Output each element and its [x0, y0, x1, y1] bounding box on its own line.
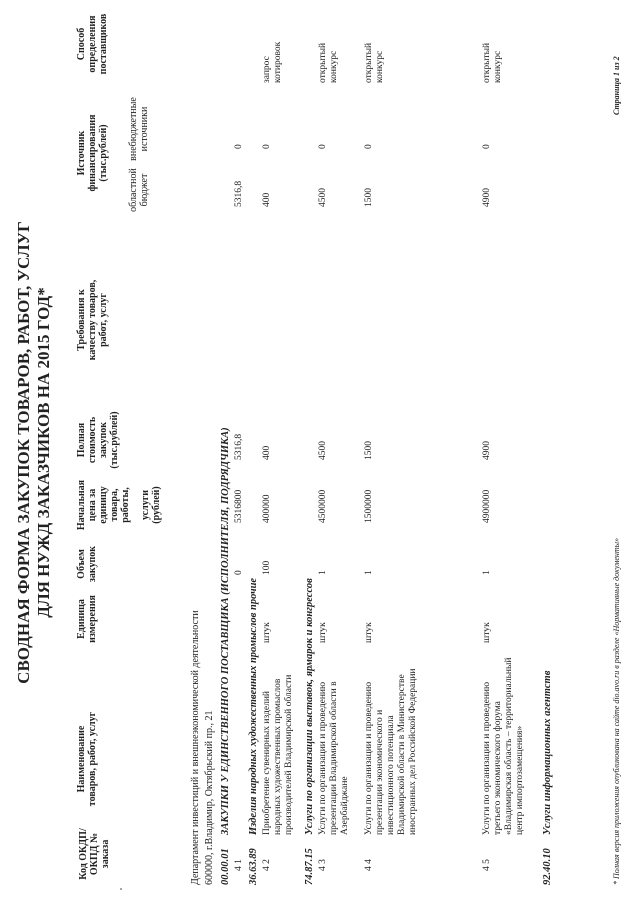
row-name: Услуги по организации и проведению презентации Владимирской области в Азербайджане — [318, 681, 350, 835]
header-unit: Единица измерения — [76, 595, 98, 643]
row-full-cost: 1500 — [364, 441, 374, 460]
row-volume: 0 — [234, 570, 244, 575]
row-number: 4 5 — [482, 859, 492, 871]
row-funding-extra: 0 — [234, 144, 244, 149]
row-name: Услуги по организации и проведению презентации экономического и инвестиционного потенциала Владимирской области в Министерстве иностранных дел Российской Федерации — [364, 668, 418, 835]
header-requirements: Требования к качеству товаров, работ, услуг — [76, 279, 109, 361]
row-name: Приобретение сувенирных изделий народных художественных промыслов производителей Владимирской области — [262, 674, 294, 835]
row-funding-extra: 0 — [318, 144, 328, 149]
row-funding-extra: 0 — [364, 144, 374, 149]
header-code: Код ОКДП/ ОКПД № заказа — [78, 828, 111, 880]
row-funding-extra: 0 — [262, 144, 272, 149]
header-funding-regional: областной бюджет — [128, 168, 150, 212]
row-price: 400000 — [262, 494, 272, 523]
row-unit: штук — [482, 622, 492, 643]
row-unit: штук — [262, 622, 272, 643]
section-title: Услуги информационных агентств — [542, 670, 553, 835]
section-title: ЗАКУПКИ У ЕДИНСТВЕННОГО ПОСТАВЩИКА (ИСПОЛНИТЕЛЯ, ПОДРЯДЧИКА) — [220, 427, 231, 835]
row-volume: 1 — [318, 570, 328, 575]
section-code: 00.00.01 — [220, 848, 231, 885]
row-price: 1500000 — [364, 489, 374, 523]
row-method: открытый конкурс — [364, 42, 385, 83]
row-funding-extra: 0 — [482, 144, 492, 149]
row-full-cost: 4500 — [318, 441, 328, 460]
row-price: 4500000 — [318, 489, 328, 523]
row-method: открытый конкурс — [482, 42, 503, 83]
header-name: Наименование товаров, работ, услуг — [76, 711, 98, 807]
section-code: 36.63.89 — [248, 848, 259, 885]
row-funding-regional: 4500 — [318, 188, 328, 207]
row-unit: штук — [364, 622, 374, 643]
document-title-line2: ДЛЯ НУЖД ЗАКАЗЧИКОВ НА 2015 ГОД* — [34, 287, 53, 618]
scan-speck — [120, 888, 122, 890]
header-method: Способ определения поставщиков — [76, 13, 109, 75]
section-code: 92.40.10 — [542, 848, 553, 885]
page-number: Страница 1 из 2 — [612, 56, 621, 115]
row-price: 4900000 — [482, 489, 492, 523]
header-full-cost: Полная стоимость закупок (тыс.рублей) — [76, 411, 120, 469]
customer-line2: 600000, г.Владимир, Октябрьский пр., 21 — [204, 710, 215, 885]
row-number: 4 3 — [318, 859, 328, 871]
row-funding-regional: 400 — [262, 192, 272, 207]
row-name: Услуги по организации и проведению третьего экономического форума «Владимирская область – территориальный центр импортозамещения» — [482, 657, 525, 835]
row-number: 4 1 — [234, 859, 244, 871]
section-title: Услуги по организации выставок, ярмарок и конгрессов — [304, 578, 315, 835]
header-start-price-unit: услуги (рублей) — [140, 486, 162, 524]
header-funding: Источник финансирования (тыс.рублей) — [76, 114, 109, 192]
row-full-cost: 400 — [262, 445, 272, 460]
row-full-cost: 5316,8 — [234, 433, 244, 460]
row-volume: 1 — [482, 570, 492, 575]
row-number: 4 2 — [262, 859, 272, 871]
footnote: * Полная версия приложения опубликована на сайте dio.avo.ru в разделе «Нормативные документы» — [612, 537, 621, 885]
row-method: запрос котировок — [262, 41, 283, 83]
row-funding-regional: 4900 — [482, 188, 492, 207]
row-full-cost: 4900 — [482, 441, 492, 460]
row-volume: 100 — [262, 560, 272, 575]
section-code: 74.87.15 — [304, 848, 315, 885]
section-title: Изделия народных художественных промыслов прочие — [248, 577, 259, 835]
header-volume: Объем закупок — [76, 545, 98, 583]
customer-line1: Департамент инвестиций и внешнеэкономической деятельности — [190, 610, 201, 885]
row-unit: штук — [318, 622, 328, 643]
row-volume: 1 — [364, 570, 374, 575]
header-funding-extra: внебюджетные источники — [128, 97, 150, 161]
row-funding-regional: 5316,8 — [234, 180, 244, 207]
document-title-line1: СВОДНАЯ ФОРМА ЗАКУПОК ТОВАРОВ, РАБОТ, УСЛУГ — [14, 221, 33, 684]
row-number: 4 4 — [364, 859, 374, 871]
row-price: 5316800 — [234, 489, 244, 523]
row-method: открытый конкурс — [318, 42, 339, 83]
row-funding-regional: 1500 — [364, 188, 374, 207]
header-start-price: Начальная цена за единицу товара, работы, — [76, 479, 131, 531]
